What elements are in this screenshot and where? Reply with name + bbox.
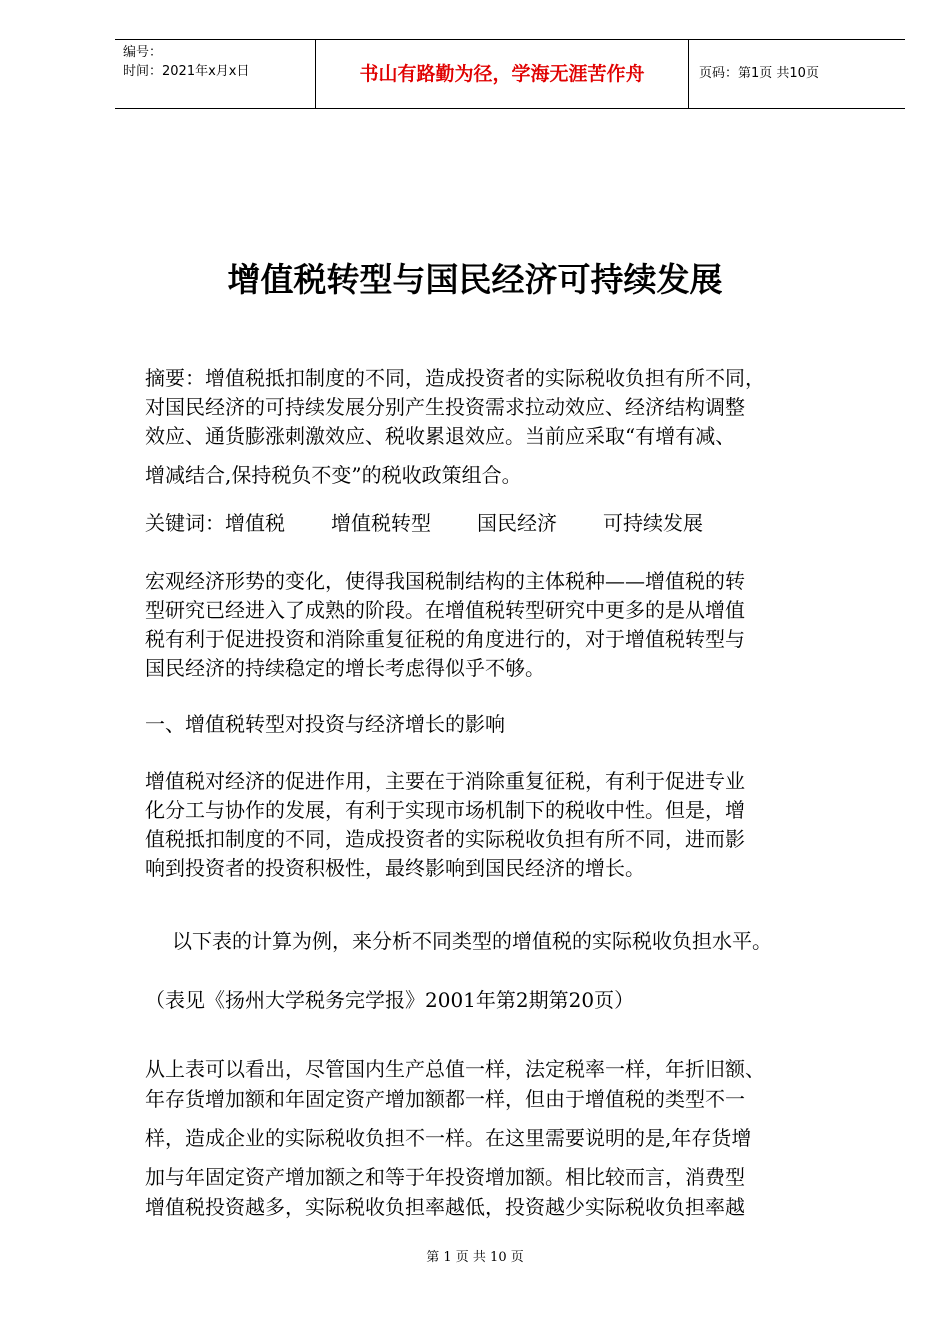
text-line: 化分工与协作的发展，有利于实现市场机制下的税收中性。但是，增 xyxy=(145,798,745,822)
text-line: 从上表可以看出，尽管国内生产总值一样，法定税率一样，年折旧额、 xyxy=(145,1057,765,1081)
text-line: 增值税对经济的促进作用，主要在于消除重复征税，有利于促进专业 xyxy=(145,769,745,793)
text-line: 型研究已经进入了成熟的阶段。在增值税转型研究中更多的是从增值 xyxy=(145,598,745,622)
keyword: 可持续发展 xyxy=(603,511,703,535)
section1-paragraph xyxy=(145,767,880,883)
table-intro: 以下表的计算为例，来分析不同类型的增值税的实际税收负担水平。 xyxy=(172,929,772,953)
text-line: 增减结合,保持税负不变”的税收政策组合。 xyxy=(145,463,522,487)
text-line: 样，造成企业的实际税收负担不一样。在这里需要说明的是,年存货增 xyxy=(145,1126,752,1150)
text-line: 值税抵扣制度的不同，造成投资者的实际税收负担有所不同，进而影 xyxy=(145,827,745,851)
text-line: 响到投资者的投资积极性，最终影响到国民经济的增长。 xyxy=(145,856,645,880)
text-line: 加与年固定资产增加额之和等于年投资增加额。相比较而言，消费型 xyxy=(145,1165,745,1189)
keyword: 增值税转型 xyxy=(331,511,431,535)
text-line: 对国民经济的可持续发展分别产生投资需求拉动效应、经济结构调整 xyxy=(145,395,745,419)
page-footer: 第 1 页 共 10 页 xyxy=(426,1250,524,1265)
time-label: 时间：2021年x月x日 xyxy=(123,64,250,79)
text-line: 宏观经济形势的变化，使得我国税制结构的主体税种——增值税的转 xyxy=(145,569,745,593)
keywords-label: 关键词： xyxy=(145,511,225,535)
text-line: 摘要：增值税抵扣制度的不同，造成投资者的实际税收负担有所不同， xyxy=(145,366,765,390)
header-motto: 书山有路勤为径，学海无涯苦作舟 xyxy=(316,40,689,108)
text-line: 年存货增加额和年固定资产增加额都一样，但由于增值税的类型不一 xyxy=(145,1087,745,1111)
abstract-paragraph xyxy=(145,364,880,490)
page-header xyxy=(115,39,905,109)
text-line: 税有利于促进投资和消除重复征税的角度进行的，对于增值税转型与 xyxy=(145,627,745,651)
document-title: 增值税转型与国民经济可持续发展 xyxy=(227,260,723,299)
text-line: 效应、通货膨涨刺激效应、税收累退效应。当前应采取“有增有减、 xyxy=(145,424,736,448)
header-meta xyxy=(115,40,316,108)
analysis-paragraph xyxy=(145,1054,880,1222)
header-page-info: 页码：第1页 共10页 xyxy=(699,66,819,81)
table-note: （表见《扬州大学税务完学报》2001年第2期第20页） xyxy=(145,988,635,1012)
keywords-line xyxy=(145,509,880,538)
text-line: 增值税投资越多，实际税收负担率越低，投资越少实际税收负担率越 xyxy=(145,1195,745,1219)
keyword: 国民经济 xyxy=(477,511,557,535)
section-heading: 一、增值税转型对投资与经济增长的影响 xyxy=(145,712,505,736)
text-line: 国民经济的持续稳定的增长考虑得似乎不够。 xyxy=(145,656,545,680)
intro-paragraph xyxy=(145,567,880,683)
keyword: 增值税 xyxy=(225,511,285,535)
number-label: 编号： xyxy=(123,45,163,60)
